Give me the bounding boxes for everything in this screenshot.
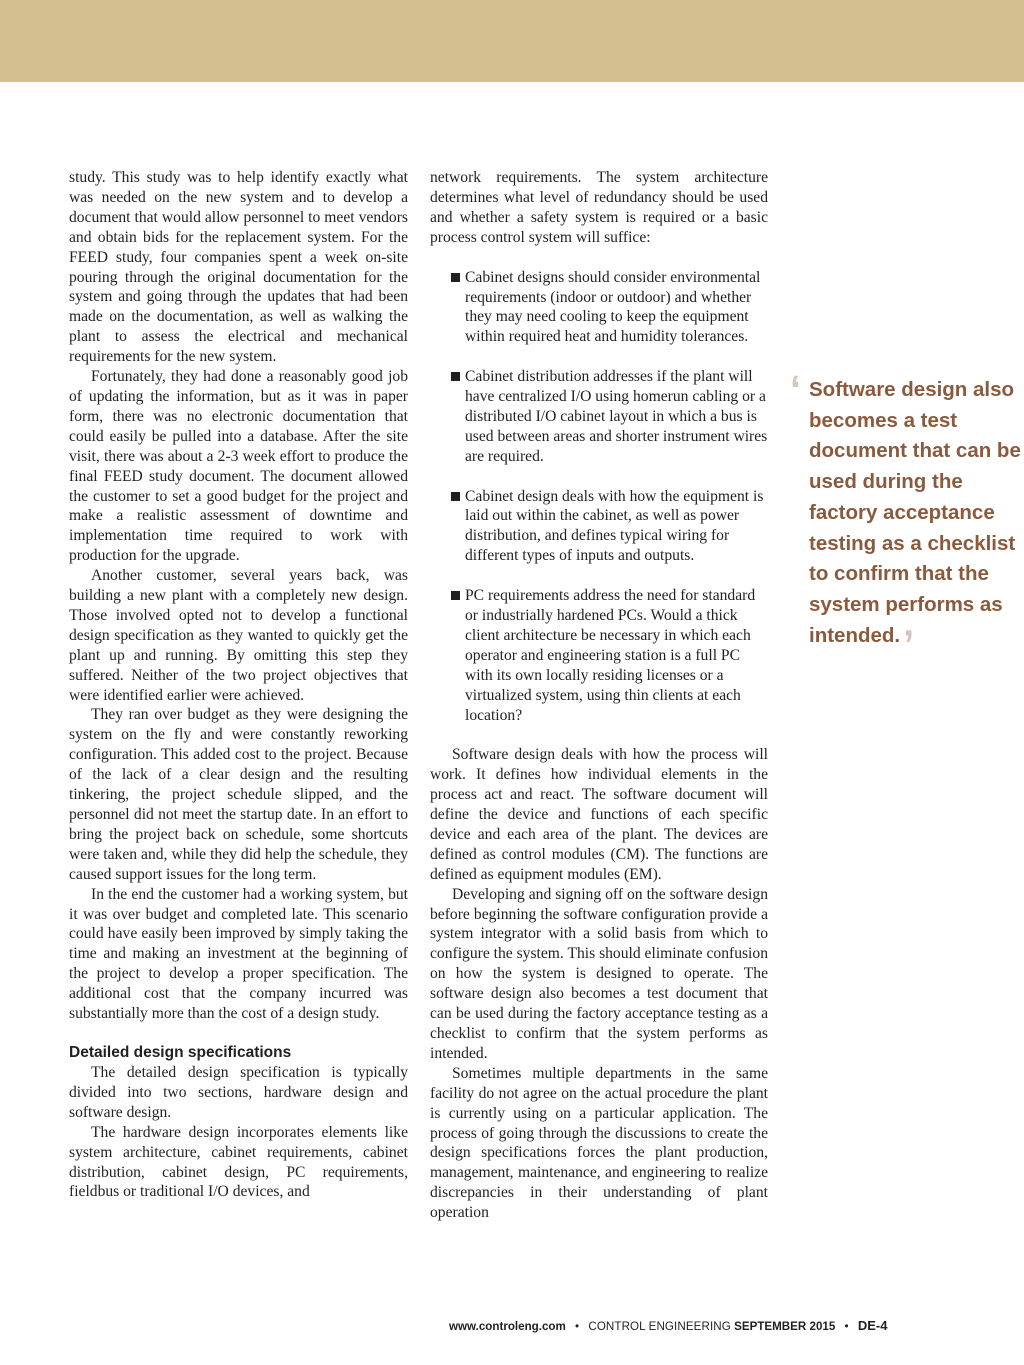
list-item: [430, 367, 768, 467]
page-number: DE-4: [857, 1318, 888, 1333]
bullet-square-icon: [451, 492, 460, 501]
paragraph: They ran over budget as they were designing the system on the fly and were constantly reworking configuration. This added cost to the project. Because of the lack of a clear design and the resulting tinkering, the project schedule slipped, and the personnel did not meet the startup date. In an effort to bring the project back on schedule, some shortcuts were taken and, while they did help the schedule, they caused support issues for the long term.: [69, 706, 408, 883]
bullet-dot-icon: •: [575, 1320, 580, 1333]
article-column-1: [69, 168, 408, 1202]
top-color-band: [0, 0, 1024, 82]
footer-url: www.controleng.com: [449, 1320, 566, 1333]
list-item: [430, 487, 768, 567]
paragraph: The hardware design incorporates elements like system architecture, cabinet requirements, cabinet distribution, cabinet design, PC requirements, fieldbus or traditional I/O devices, and: [69, 1123, 408, 1201]
paragraph: Another customer, several years back, was building a new plant with a completely new design. Those involved opted not to develop a functional design specification as they wanted to quickly get the plant up and running. By omitting this step they suffered. Neither of the two project objectives that were identified earlier were achieved.: [69, 567, 408, 704]
section-heading: Detailed design specifications: [69, 1043, 292, 1061]
paragraph: The detailed design specification is typically divided into two sections, hardware design and software design.: [69, 1063, 408, 1121]
open-quote-icon: ‘: [790, 368, 802, 412]
bullet-square-icon: [451, 273, 460, 282]
pull-quote-text: Software design also becomes a test document that can be used during the factory acceptance testing as a checklist to confirm that the system performs as intended.: [809, 378, 1021, 647]
paragraph: Developing and signing off on the software design before beginning the software configuration provide a system integrator with a solid basis from which to configure the system. This should eliminate confusion on how the system is designed to operate. The software design also becomes a test document that can be used during the factory acceptance testing as a checklist to confirm that the system performs as intended.: [430, 885, 768, 1062]
footer-magazine: CONTROL ENGINEERING: [588, 1320, 731, 1333]
bullet-dot-icon: •: [844, 1320, 849, 1333]
paragraph: Software design deals with how the process will work. It defines how individual elements in the process act and react. The software document will define the device and functions of each specific device and each area of the plant. The devices are defined as control modules (CM). The functions are defined as equipment modules (EM).: [430, 746, 768, 883]
list-item-text: Cabinet design deals with how the equipment is laid out within the cabinet, as well as power distribution, and defines typical wiring for different types of inputs and outputs.: [465, 487, 764, 565]
paragraph: Fortunately, they had done a reasonably good job of updating the information, but as it was in paper form, there was no electronic documentation that could easily be pulled into a database. After the site visit, there was about a 2-3 week effort to produce the final FEED study document. The document allowed the customer to set a good budget for the project and make a realistic assessment of downtime and implementation time required to work with production for the upgrade.: [69, 368, 408, 565]
bullet-square-icon: [451, 372, 460, 381]
page-footer: [449, 1318, 961, 1335]
paragraph: Sometimes multiple departments in the same facility do not agree on the actual procedure the plant is currently using on a particular application. The process of going through the discussions to create the design specifications forces the plant production, management, maintenance, and engineering to realize discrepancies in their understanding of plant operation: [430, 1064, 768, 1222]
bullet-list: [430, 268, 768, 726]
footer-issue: SEPTEMBER 2015: [734, 1320, 836, 1333]
paragraph: study. This study was to help identify exactly what was needed on the new system and to develop a document that would allow personnel to meet vendors and obtain bids for the replacement system. For the FEED study, four companies spent a week on-site pouring through the original documentation for the system and going through the updates that had been made on the documentation, as well as walking the plant to assess the electrical and mechanical requirements for the new system.: [69, 169, 408, 366]
bullet-square-icon: [451, 591, 460, 600]
list-item-text: Cabinet distribution addresses if the plant will have centralized I/O using homerun cabling or a distributed I/O cabinet layout in which a bus is used between areas and shorter instrument wires are required.: [465, 368, 768, 465]
pull-quote: [790, 368, 1024, 667]
list-item: [430, 586, 768, 725]
paragraph: In the end the customer had a working system, but it was over budget and completed late. This scenario could have easily been improved by simply taking the time and making an investment at the beginning of the project to develop a proper specification. The additional cost that the company incurred was substantially more than the cost of a design study.: [69, 885, 408, 1023]
list-item-text: Cabinet designs should consider environmental requirements (indoor or outdoor) and whether they may need cooling to keep the equipment within required heat and humidity tolerances.: [465, 268, 761, 346]
close-quote-icon: ’: [903, 622, 915, 667]
list-item-text: PC requirements address the need for standard or industrially hardened PCs. Would a thick client architecture be necessary in which each operator and engineering station is a full PC with its own locally residing licenses or a virtualized system, using thin clients at each location?: [465, 587, 756, 724]
list-item: [430, 268, 768, 348]
paragraph: network requirements. The system architecture determines what level of redundancy should be used and whether a safety system is required or a basic process control system will suffice:: [430, 169, 768, 246]
article-column-2: [430, 168, 768, 1223]
